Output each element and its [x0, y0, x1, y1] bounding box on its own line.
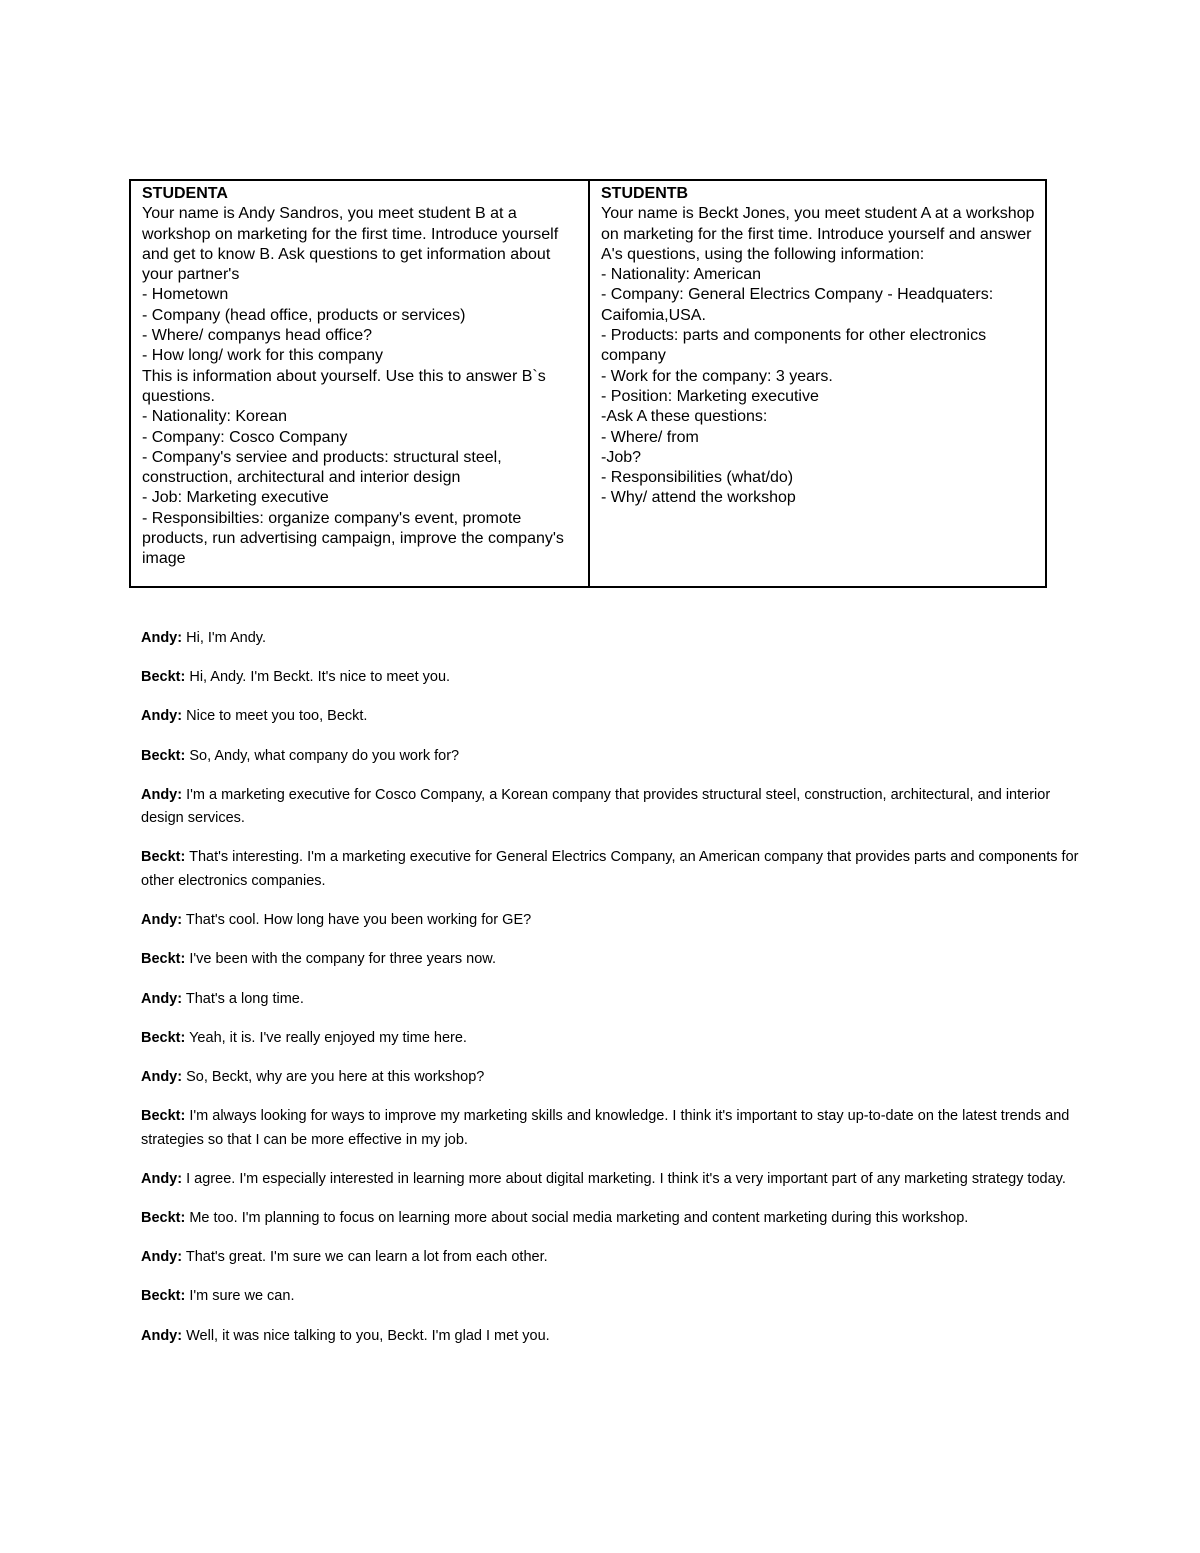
student-a-line: This is information about yourself. Use this to answer B`s questions.	[142, 367, 546, 405]
dialogue-text: I've been with the company for three years now.	[185, 951, 496, 968]
speaker-name: Beckt:	[141, 1029, 186, 1046]
speaker-name: Andy:	[141, 990, 183, 1007]
dialogue-turn	[141, 846, 1081, 893]
student-a-line: Your name is Andy Sandros, you meet student B at a workshop on marketing for the first time. Introduce yourself and get to know B. Ask questions to get information about your partner's	[142, 205, 559, 284]
student-b-line: - Where/ from	[601, 428, 699, 446]
speaker-name: Beckt:	[141, 1288, 186, 1305]
student-a-line: - Company (head office, products or services)	[142, 306, 466, 324]
dialogue-turn	[141, 1066, 1081, 1090]
speaker-name: Andy:	[141, 1170, 183, 1187]
student-a-line: - Job: Marketing executive	[142, 489, 329, 507]
dialogue-text: That's a long time.	[182, 990, 304, 1007]
speaker-name: Andy:	[141, 1068, 183, 1085]
dialogue-text: I'm a marketing executive for Cosco Company, a Korean company that provides structural steel, construction, architectural, and interior design services.	[141, 786, 1051, 827]
dialogue-turn	[141, 627, 1081, 651]
dialogue-text: Hi, I'm Andy.	[182, 630, 266, 646]
student-a-line: - Nationality: Korean	[142, 408, 287, 426]
student-a-line: - How long/ work for this company	[142, 347, 383, 365]
speaker-name: Beckt:	[141, 669, 186, 686]
dialogue-text: I'm sure we can.	[185, 1288, 295, 1305]
dialogue-text: That's interesting. I'm a marketing executive for General Electrics Company, an American company that provides parts and components for other electronics companies.	[141, 849, 1079, 889]
speaker-name: Beckt:	[141, 1108, 186, 1125]
dialogue-turn	[141, 1105, 1081, 1152]
student-a-heading: STUDENTA	[142, 185, 228, 202]
speaker-name: Andy:	[141, 912, 183, 929]
student-b-line: - Work for the company: 3 years.	[601, 367, 833, 385]
dialogue-turn	[141, 784, 1081, 831]
dialogue-text: I'm always looking for ways to improve my marketing skills and knowledge. I think it's important to stay up-to-date on the latest trends and strategies so that I can be more effective in my job.	[141, 1108, 1070, 1148]
dialogue-text: So, Andy, what company do you work for?	[185, 747, 460, 764]
speaker-name: Andy:	[141, 630, 183, 646]
student-a-line: - Responsibilties: organize company's event, promote products, run advertising campaign, improve the company's image	[142, 509, 564, 568]
dialogue	[141, 627, 1081, 1364]
dialogue-turn	[141, 705, 1081, 729]
student-a-line: - Company: Cosco Company	[142, 428, 348, 446]
student-a-line: - Company's serviee and products: structural steel, construction, architectural and interior design	[142, 448, 502, 487]
speaker-name: Andy:	[141, 1327, 183, 1344]
dialogue-text: Nice to meet you too, Beckt.	[182, 708, 368, 725]
student-b-line: - Company: General Electrics Company - Headquaters: Caifomia,USA.	[601, 286, 994, 324]
dialogue-turn	[141, 988, 1081, 1012]
dialogue-turn	[141, 909, 1081, 933]
dialogue-text: I agree. I'm especially interested in learning more about digital marketing. I think it's a very important part of any marketing strategy today.	[182, 1170, 1066, 1187]
speaker-name: Beckt:	[141, 849, 186, 866]
dialogue-turn	[141, 1246, 1081, 1270]
student-a-line: - Hometown	[142, 286, 229, 304]
speaker-name: Andy:	[141, 786, 183, 803]
student-b-line: - Position: Marketing executive	[601, 387, 819, 405]
dialogue-text: That's great. I'm sure we can learn a lot from each other.	[182, 1249, 548, 1266]
speaker-name: Beckt:	[141, 747, 186, 764]
speaker-name: Andy:	[141, 708, 183, 725]
speaker-name: Beckt:	[141, 1209, 186, 1226]
speaker-name: Andy:	[141, 1249, 183, 1266]
speaker-name: Beckt:	[141, 951, 186, 968]
student-a-line: - Where/ companys head office?	[142, 327, 373, 345]
role-card-table	[129, 179, 1047, 588]
dialogue-text: Hi, Andy. I'm Beckt. It's nice to meet you.	[185, 669, 451, 686]
student-a-card	[131, 181, 590, 586]
dialogue-turn	[141, 1325, 1081, 1349]
dialogue-turn	[141, 1207, 1081, 1231]
dialogue-text: That's cool. How long have you been working for GE?	[182, 912, 532, 929]
dialogue-turn	[141, 948, 1081, 972]
dialogue-turn	[141, 1168, 1081, 1192]
student-b-line: - Nationality: American	[601, 266, 762, 284]
student-b-line: - Responsibilities (what/do)	[601, 469, 794, 487]
student-b-line: -Job?	[601, 448, 642, 466]
student-b-line: Your name is Beckt Jones, you meet student A at a workshop on marketing for the first time. Introduce yourself and answer A's questions, using the following information:	[601, 205, 1035, 263]
dialogue-text: Me too. I'm planning to focus on learning more about social media marketing and content marketing during this workshop.	[185, 1209, 969, 1226]
dialogue-turn	[141, 666, 1081, 690]
dialogue-turn	[141, 1027, 1081, 1051]
dialogue-text: So, Beckt, why are you here at this workshop?	[182, 1068, 485, 1085]
student-b-heading: STUDENTB	[601, 185, 689, 202]
dialogue-text: Yeah, it is. I've really enjoyed my time here.	[185, 1029, 467, 1046]
dialogue-text: Well, it was nice talking to you, Beckt. I'm glad I met you.	[182, 1327, 550, 1344]
student-b-line: - Products: parts and components for other electronics company	[601, 327, 987, 365]
student-b-line: -Ask A these questions:	[601, 408, 768, 426]
dialogue-turn	[141, 745, 1081, 769]
student-b-line: - Why/ attend the workshop	[601, 489, 796, 507]
dialogue-turn	[141, 1285, 1081, 1309]
student-b-card	[590, 181, 1045, 586]
